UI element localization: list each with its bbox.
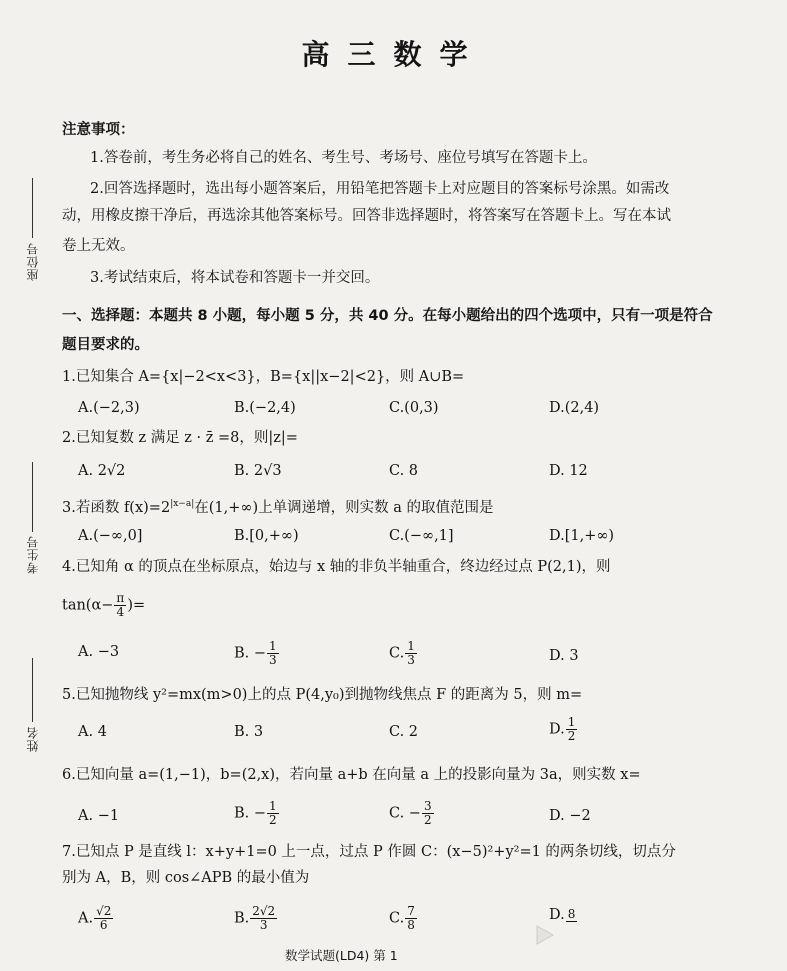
option-fraction (405, 905, 417, 932)
section-heading-line-2: 题目要求的。 (62, 337, 149, 353)
question-3-stem (62, 494, 493, 518)
option-label: D. (549, 907, 565, 923)
question-3-option-b: B.[0,+∞) (234, 528, 299, 544)
option-fraction (267, 640, 279, 667)
option-label: D. (549, 721, 565, 738)
question-6-option-c (389, 800, 435, 827)
option-fraction (422, 800, 434, 827)
question-1-option-a: A.(−2,3) (78, 400, 140, 416)
question-2-option-d: D. 12 (549, 463, 588, 479)
option-fraction (94, 905, 113, 932)
notice-item-2-line-2: 动，用橡皮擦干净后，再选涂其他答案标号。回答非选择题时，将答案写在答题卡上。写在本试 (62, 208, 671, 224)
option-label: A. (78, 910, 94, 927)
fraction-denominator: 6 (99, 918, 108, 932)
fraction-denominator: 3 (269, 653, 277, 667)
question-4-expression (62, 592, 145, 619)
option-label: B. (234, 910, 250, 927)
option-fraction (250, 905, 277, 932)
seat-line (32, 178, 33, 238)
fraction-denominator: 2 (567, 729, 576, 743)
question-2-option-a: A. 2√2 (78, 463, 126, 479)
fraction-numerator: 8 (567, 907, 576, 921)
fraction-denominator: 3 (259, 918, 268, 932)
question-4-option-d: D. 3 (549, 648, 579, 664)
fraction-numerator: 1 (567, 715, 576, 729)
question-2-stem: 2.已知复数 z 满足 z · z̄ =8，则|z|= (62, 430, 298, 446)
question-7-option-a (78, 905, 114, 932)
question-3-option-c: C.(−∞,1] (389, 528, 454, 544)
section-heading-line-1: 一、选择题：本题共 8 小题，每小题 5 分，共 40 分。在每小题给出的四个选项中，只有一项是符合 (62, 308, 713, 324)
question-3-option-d: D.[1,+∞) (549, 528, 615, 544)
question-4-expr-post: )= (127, 597, 146, 614)
fraction-numerator: 3 (423, 799, 432, 813)
question-7-stem-line-1: 7.已知点 P 是直线 l：x+y+1=0 上一点，过点 P 作圆 C：(x−5)²+y²=1 的两条切线，切点分 (62, 844, 676, 860)
pi-over-4-fraction (114, 592, 126, 619)
fraction-denominator: 8 (407, 918, 415, 932)
question-5-option-b: B. 3 (234, 724, 264, 740)
question-3-option-a: A.(−∞,0] (78, 528, 143, 544)
page-title: 高三数学 (301, 38, 486, 71)
fraction-numerator: 7 (407, 904, 415, 918)
question-2-option-c: C. 8 (389, 463, 419, 479)
fraction-numerator: 1 (269, 639, 277, 653)
play-watermark-icon (533, 924, 555, 946)
question-5-option-a: A. 4 (78, 724, 107, 740)
fraction-denominator: 2 (269, 813, 277, 827)
option-fraction (566, 716, 578, 743)
option-fraction (566, 908, 578, 922)
question-7-option-c (389, 905, 418, 932)
fraction-numerator: 2√2 (252, 904, 276, 918)
question-6-option-d: D. −2 (549, 808, 591, 824)
question-7-option-d (549, 905, 578, 925)
question-4-stem: 4.已知角 α 的顶点在坐标原点，始边与 x 轴的非负半轴重合，终边经过点 P(2,1)，则 (62, 559, 611, 575)
option-label: B. − (234, 805, 267, 822)
fraction-numerator: 1 (269, 799, 277, 813)
question-5-option-d (549, 716, 578, 743)
question-5-stem: 5.已知抛物线 y²=mx(m>0)上的点 P(4,y₀)到抛物线焦点 F 的距离为 5，则 m= (62, 687, 583, 703)
fraction-denominator: 4 (116, 605, 125, 619)
notice-item-1: 1.答卷前，考生务必将自己的姓名、考生号、考场号、座位号填写在答题卡上。 (90, 150, 597, 166)
exam-number-line (32, 462, 33, 532)
fraction-numerator: π (116, 591, 125, 605)
question-6-option-b (234, 800, 280, 827)
notice-item-3: 3.考试结束后，将本试卷和答题卡一并交回。 (90, 270, 380, 286)
seat-number-label: 座位号 (26, 242, 40, 281)
fraction-numerator: √2 (96, 904, 112, 918)
question-4-option-a: A. −3 (78, 644, 120, 660)
option-label: B. − (234, 645, 267, 662)
option-fraction (405, 640, 417, 667)
fraction-denominator: 2 (423, 813, 432, 827)
option-label: C. (389, 910, 405, 927)
option-label: C. (389, 645, 405, 662)
question-7-stem-line-2: 别为 A，B，则 cos∠APB 的最小值为 (62, 870, 310, 886)
question-3-stem-post: 在(1,+∞)上单调递增，则实数 a 的取值范围是 (194, 499, 494, 516)
question-4-option-c (389, 640, 418, 667)
question-6-stem: 6.已知向量 a=(1,−1)，b=(2,x)，若向量 a+b 在向量 a 上的投影向量为 3a，则实数 x= (62, 767, 641, 783)
question-5-option-c: C. 2 (389, 724, 419, 740)
fraction-denominator: 3 (407, 653, 415, 667)
question-3-stem-pre: 3.若函数 f(x)=2 (62, 499, 171, 516)
notice-item-2-line-1: 2.回答选择题时，选出每小题答案后，用铅笔把答题卡上对应题目的答案标号涂黑。如需改 (90, 181, 670, 197)
question-6-option-a: A. −1 (78, 808, 120, 824)
question-4-expr-pre: tan(α− (62, 597, 114, 614)
option-label: C. − (389, 805, 421, 822)
fraction-numerator: 1 (407, 639, 415, 653)
name-line (32, 658, 33, 722)
question-2-option-b: B. 2√3 (234, 463, 282, 479)
question-1-stem: 1.已知集合 A={x|−2<x<3}，B={x||x−2|<2}，则 A∪B= (62, 369, 465, 385)
question-4-option-b (234, 640, 280, 667)
notice-heading: 注意事项： (62, 122, 135, 138)
question-1-option-c: C.(0,3) (389, 400, 439, 416)
exam-number-label: 考生号 (26, 535, 40, 574)
question-1-option-d: D.(2,4) (549, 400, 600, 416)
name-label: 姓名 (26, 726, 40, 752)
option-fraction (267, 800, 279, 827)
question-7-option-b (234, 905, 278, 932)
notice-item-2-line-3: 卷上无效。 (62, 238, 135, 254)
question-3-exponent: |x−a| (170, 499, 195, 509)
question-1-option-b: B.(−2,4) (234, 400, 296, 416)
page-footer: 数学试题(LD4) 第 1 (285, 948, 398, 963)
